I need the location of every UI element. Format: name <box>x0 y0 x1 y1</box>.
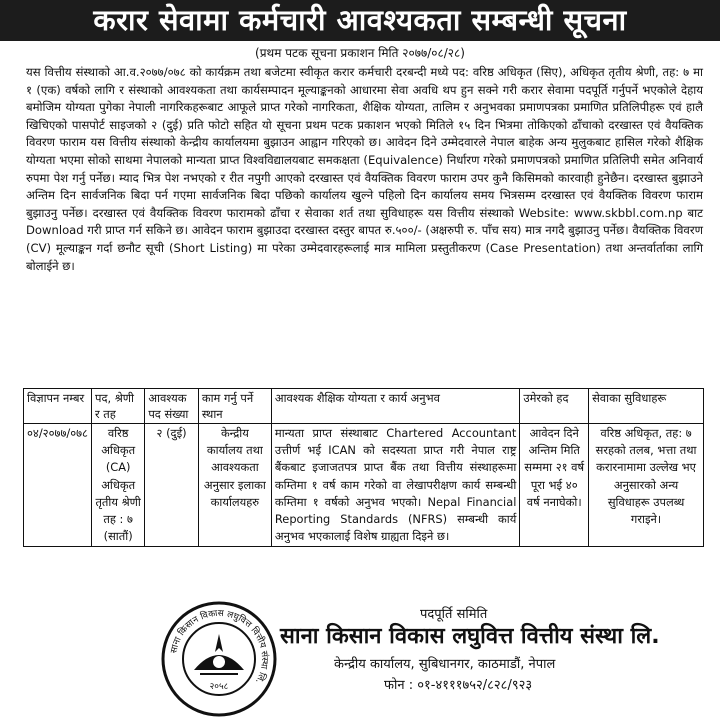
vacancy-table <box>23 388 704 547</box>
cell-post: वरिष्ठ अधिकृत (CA) अधिकृत तृतीय श्रेणी तह : ७ (सातौं) <box>91 424 144 547</box>
organization-name: साना किसान विकास लघुवित्त वित्तीय संस्था लि. <box>280 624 660 649</box>
notice-title: करार सेवामा कर्मचारी आवश्यकता सम्बन्धी सूचना <box>0 0 720 41</box>
cell-age-limit: आवेदन दिने अन्तिम मिति सम्ममा २१ वर्ष पूरा भई ४० वर्ष ननाघेको। <box>520 424 589 547</box>
recruitment-committee: पदपूर्ति समिति <box>420 607 488 622</box>
organization-address: केन्द्रीय कार्यालय, सुबिधानगर, काठमाडौं, नेपाल <box>334 657 556 672</box>
seal-emblem-icon <box>194 634 244 674</box>
organization-phone: फोन : ०१-४१११७५२/८२८/९२३ <box>384 678 533 693</box>
header-post: पद, श्रेणी र तह <box>91 389 144 424</box>
cell-ad-number: ०४/२०७७/०७८ <box>24 424 92 547</box>
table-row <box>24 424 704 547</box>
publication-date: (प्रथम पटक सूचना प्रकाशन मिति २०७७/०८/२८) <box>255 46 465 60</box>
vacancy-table-header <box>24 389 704 424</box>
header-qualification: आवश्यक शैक्षिक योग्यता र कार्य अनुभव <box>271 389 519 424</box>
header-ad-number: विज्ञापन नम्बर <box>24 389 92 424</box>
seal-year: २०५८ <box>209 682 229 692</box>
header-benefits: सेवाका सुविधाहरू <box>589 389 704 424</box>
header-count: आवश्यक पद संख्या <box>145 389 199 424</box>
cell-location: केन्द्रीय कार्यालय तथा आवश्यकता अनुसार इलाका कार्यालयहरु <box>198 424 271 547</box>
organization-seal <box>160 600 278 718</box>
header-location: काम गर्नु पर्ने स्थान <box>198 389 271 424</box>
cell-count: २ (दुई) <box>145 424 199 547</box>
notice-body <box>26 64 703 275</box>
notice-body-paragraph: यस वित्तीय संस्थाको आ.व.२०७७/०७८ को कार्यक्रम तथा बजेटमा स्वीकृत करार कर्मचारी दरबन्दी मध्ये पद: वरिष्ठ अधिकृत (सिए), अधिकृत तृतीय श्रेणी, तह: ७ मा १ (एक) वर्षको लागि र संस्थाको आवश्यकता तथा कार्यसम्पादन मूल्याङ्कनको आधारमा सेवा अवधि थप हुन सक्ने गरी करार सेवामा पदपूर्ति गर्नुपर्ने भएकोले देहाय बमोजिम योग्यता पुगेका नेपाली नागरिकहरूबाट आफूले प्राप्त गरेको नागरिकता, शैक्षिक योग्यता, तालिम र अनुभवका प्रमाणपत्रका प्रमाणित प्रतिलिपीहरू एवं हालै खिचिएको पासपोर्ट साइजको २ (दुई) प्रति फोटो सहित यो सूचना प्रथम पटक प्रकाशन भएको मितिले १५ दिन भित्रमा तोकिएको ढाँचाको दरखास्त एवं वैयक्तिक विवरण फाराम यस वित्तीय संस्थाको केन्द्रीय कार्यालयमा बुझाउन आह्वान गरिएको छ। आवेदन दिने उम्मेदवारले नेपाल बाहेक अन्य मुलुकबाट हासिल गरेको शैक्षिक योग्यता भएमा सोको साथमा नेपालको मान्यता प्राप्त विश्वविद्यालयबाट समकक्षता (Equivalence) निर्धारण गरेको प्रमाणपत्रको प्रमाणित प्रतिलिपी समेत अनिवार्य रुपमा पेश गर्नु पर्नेछ। म्याद भित्र पेश नभएको र रीत नपुगी आएको दरखास्त एवं वैयक्तिक विवरण फाराम उपर कुनै किसिमको कारवाही हुनेछैन। दरखास्त बुझाउने अन्तिम दिन सार्वजनिक बिदा पर्न गएमा सार्वजनिक बिदा पछिको कार्यालय खुल्ने पहिलो दिन कार्यालय समय भित्रसम्म दरखास्त एवं वैयक्तिक विवरण फाराम बुझाउनु पर्नेछ। दरखास्त एवं वैयक्तिक विवरण फारामको ढाँचा र सेवाका शर्त तथा सुविधाहरू यस वित्तीय संस्थाको Website: www.skbbl.com.np बाट Download गरी प्राप्त गर्न सकिने छ। आवेदन फाराम बुझाउदा दरखास्त दस्तुर बापत रु.५००/- (अक्षरुपी रु. पाँच सय) मात्र नगदै बुझाउनु पर्नेछ। वैयक्तिक विवरण (CV) मूल्याङ्कन गर्दा छनौट सूची (Short Listing) मा परेका उम्मेदवारहरूलाई मात्र मामिला प्रस्तुतीकरण (Case Presentation) तथा अन्तर्वार्ताका लागि बोलाईने छ। <box>26 65 703 273</box>
seal-ring-textpath: साना किसान विकास लघुवित्त वित्तीय संस्था लि. <box>169 608 270 686</box>
header-age-limit: उमेरको हद <box>520 389 589 424</box>
cell-benefits: वरिष्ठ अधिकृत, तह: ७ सरहको तलब, भत्ता तथा करारनामामा उल्लेख भए अनुसारको अन्य सुविधाहरू उपलब्ध गराइने। <box>589 424 704 547</box>
cell-qualification: मान्यता प्राप्त संस्थाबाट Chartered Accountant उत्तीर्ण भई ICAN को सदस्यता प्राप्त गरी नेपाल राष्ट्र बैंकबाट इजाजतपत्र प्राप्त बैंक तथा वित्तीय संस्थाहरूमा कम्तिमा १ वर्ष काम गरेको वा लेखापरीक्षण कार्य सम्बन्धी कम्तिमा १ वर्षको अनुभव भएको। Nepal Financial Reporting Standards (NFRS) सम्बन्धी कार्य अनुभव भएकालाई विशेष ग्राह्यता दिइने छ। <box>271 424 519 547</box>
